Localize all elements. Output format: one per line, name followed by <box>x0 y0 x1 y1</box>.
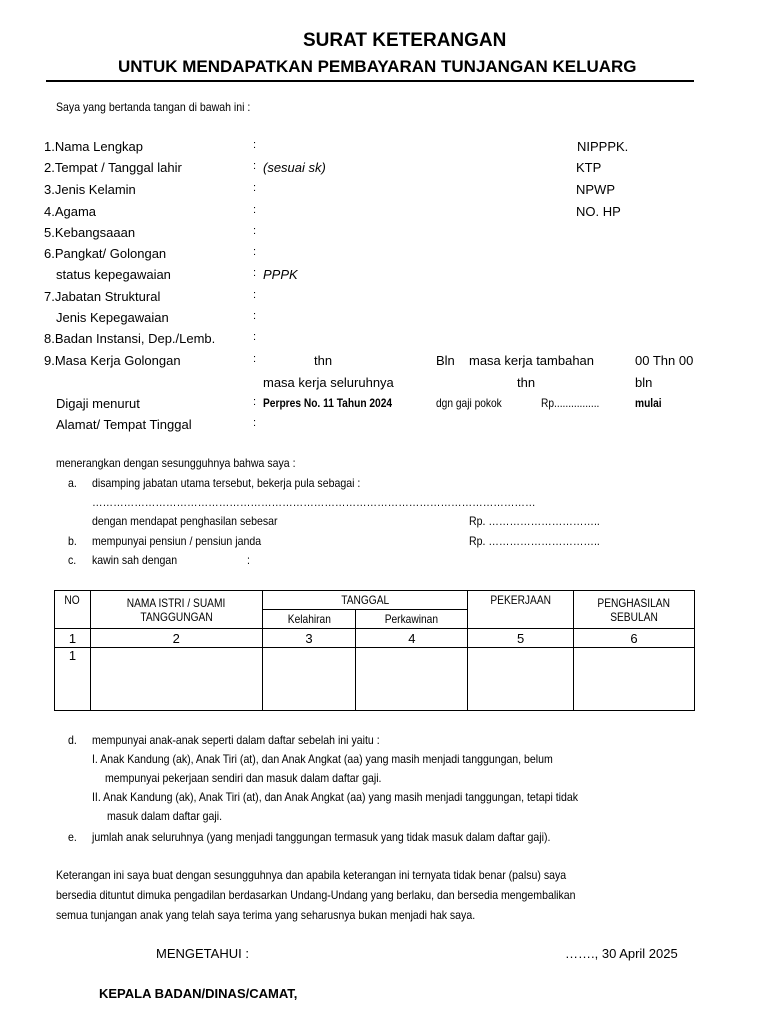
item-c-colon: : <box>247 553 250 567</box>
masa-tambahan-label: masa kerja tambahan <box>469 353 595 368</box>
masa-bln: Bln <box>436 353 455 368</box>
item-d1-line2: mempunyai pekerjaan sendiri dan masuk dalam daftar gaji. <box>105 771 382 785</box>
field-label: Jenis Kepegawaian <box>56 310 169 325</box>
masa-seluruhnya-label: masa kerja seluruhnya <box>263 375 394 390</box>
item-letter: b. <box>68 534 77 548</box>
field-label: 4.Agama <box>44 204 97 219</box>
field-right-label: KTP <box>576 160 602 175</box>
field-colon: : <box>253 396 257 408</box>
masa-thn: thn <box>314 353 333 368</box>
column-number: 6 <box>574 629 695 648</box>
item-letter: d. <box>68 733 77 747</box>
item-d-text: mempunyai anak-anak seperti dalam daftar sebelah ini yaitu : <box>92 733 380 747</box>
item-a-rp: Rp. ………………………….. <box>469 514 600 528</box>
field-label: 5.Kebangsaaan <box>44 225 136 240</box>
document-subtitle: UNTUK MENDAPATKAN PEMBAYARAN TUNJANGAN KELUARG <box>118 57 637 76</box>
closing-line: bersedia dituntut dimuka pengadilan berdasarkan Undang-Undang yang berlaku, dan bersedia mengembalikan <box>56 888 576 902</box>
header-no: NO <box>55 591 91 629</box>
field-colon: : <box>253 289 257 301</box>
column-number: 2 <box>90 629 262 648</box>
table-cell <box>468 648 574 711</box>
field-label: 3.Jenis Kelamin <box>44 182 136 197</box>
item-b-rp: Rp. ………………………….. <box>469 534 600 548</box>
alamat-label: Alamat/ Tempat Tinggal <box>56 417 192 432</box>
item-e-text: jumlah anak seluruhnya (yang menjadi tanggungan termasuk yang tidak masuk dalam daftar gaji). <box>92 830 551 844</box>
field-label: 1.Nama Lengkap <box>44 139 144 154</box>
masa-tambahan-value: 00 Thn 00 <box>635 353 694 368</box>
mengetahui-label: MENGETAHUI : <box>156 946 249 961</box>
document-title: SURAT KETERANGAN <box>303 30 507 51</box>
item-letter: a. <box>68 476 77 490</box>
digaji-value: Perpres No. 11 Tahun 2024 <box>263 396 393 410</box>
field-colon: : <box>253 204 257 216</box>
field-colon: : <box>253 310 257 322</box>
item-d2-line1: II. Anak Kandung (ak), Anak Tiri (at), dan Anak Angkat (aa) yang masih menjadi tanggungan, tetapi tidak <box>92 790 579 804</box>
column-number: 5 <box>468 629 574 648</box>
gaji-pokok-rp: Rp................ <box>541 396 600 410</box>
field-right-label: NPWP <box>576 182 615 197</box>
field-colon: : <box>253 246 257 258</box>
header-perkawinan: Perkawinan <box>356 610 468 629</box>
item-d2-line2: masuk dalam daftar gaji. <box>107 809 223 823</box>
field-colon: : <box>253 225 257 237</box>
field-right-label: NO. HP <box>576 204 621 219</box>
field-colon: : <box>253 331 257 343</box>
statement-intro: menerangkan dengan sesungguhnya bahwa saya : <box>56 456 296 470</box>
column-number: 4 <box>356 629 468 648</box>
header-rule <box>46 80 694 82</box>
field-label: 8.Badan Instansi, Dep./Lemb. <box>44 331 216 346</box>
closing-line: semua tunjangan anak yang telah saya terima yang seharusnya bukan menjadi hak saya. <box>56 908 476 922</box>
field-colon: : <box>253 182 257 194</box>
field-label: status kepegawaian <box>56 267 171 282</box>
item-d1-line1: I. Anak Kandung (ak), Anak Tiri (at), dan Anak Angkat (aa) yang masih menjadi tanggungan, belum <box>92 752 553 766</box>
intro-text: Saya yang bertanda tangan di bawah ini : <box>56 100 251 114</box>
item-a-dots: ……………………………………………………………………………………………………………… <box>92 495 536 509</box>
kepala-label: KEPALA BADAN/DINAS/CAMAT, <box>99 986 298 1001</box>
column-number: 1 <box>55 629 91 648</box>
field-label: 9.Masa Kerja Golongan <box>44 353 181 368</box>
field-label: 6.Pangkat/ Golongan <box>44 246 167 261</box>
table-cell <box>574 648 695 711</box>
item-a-income: dengan mendapat penghasilan sebesar <box>92 514 278 528</box>
table-row-no: 1 <box>55 648 91 711</box>
header-pekerjaan: PEKERJAAN <box>468 591 574 629</box>
header-name: NAMA ISTRI / SUAMI TANGGUNGAN <box>90 591 262 629</box>
field-label: 2.Tempat / Tanggal lahir <box>44 160 182 175</box>
field-right-label: NIPPPK. <box>577 139 629 154</box>
field-colon: : <box>253 160 257 172</box>
masa-thn2: thn <box>517 375 536 390</box>
item-b-text: mempunyai pensiun / pensiun janda <box>92 534 262 548</box>
mulai-label: mulai <box>635 396 662 410</box>
item-a-text: disamping jabatan utama tersebut, bekerja pula sebagai : <box>92 476 361 490</box>
field-colon: : <box>253 417 257 429</box>
gaji-pokok-label: dgn gaji pokok <box>436 396 502 410</box>
field-colon: : <box>253 267 257 279</box>
field-value: (sesuai sk) <box>263 160 326 175</box>
digaji-label: Digaji menurut <box>56 396 140 411</box>
item-c-text: kawin sah dengan <box>92 553 178 567</box>
header-tanggal: TANGGAL <box>262 591 468 610</box>
table-cell <box>356 648 468 711</box>
date-line: ……., 30 April 2025 <box>565 946 678 961</box>
field-colon: : <box>253 139 257 151</box>
spouse-table <box>54 590 695 711</box>
table-cell <box>90 648 262 711</box>
header-penghasilan: PENGHASILAN SEBULAN <box>574 591 695 629</box>
item-letter: e. <box>68 830 77 844</box>
header-kelahiran: Kelahiran <box>262 610 356 629</box>
table-cell <box>262 648 356 711</box>
masa-bln2: bln <box>635 375 653 390</box>
field-colon: : <box>253 353 257 365</box>
item-letter: c. <box>68 553 77 567</box>
column-number: 3 <box>262 629 356 648</box>
field-value: PPPK <box>263 267 298 282</box>
closing-line: Keterangan ini saya buat dengan sesungguhnya dan apabila keterangan ini ternyata tidak benar (palsu) saya <box>56 868 567 882</box>
field-label: 7.Jabatan Struktural <box>44 289 161 304</box>
